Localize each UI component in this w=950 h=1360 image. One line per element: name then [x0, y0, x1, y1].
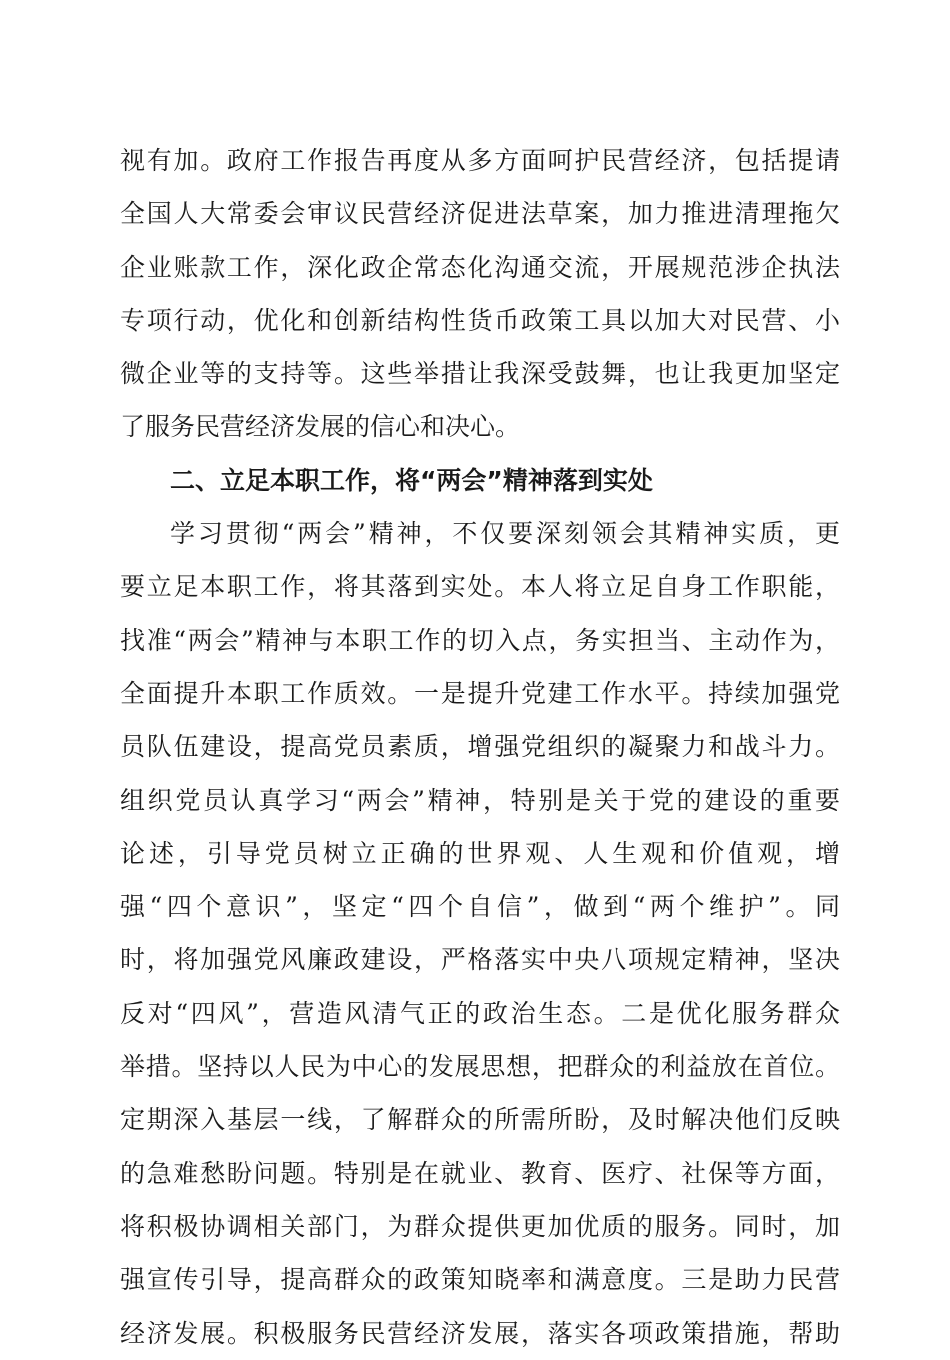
paragraph-line: 要立足本职工作，将其落到实处。本人将立足自身工作职能，	[120, 572, 840, 602]
paragraph-line: 找准“两会”精神与本职工作的切入点，务实担当、主动作为，	[120, 625, 840, 655]
paragraph-line: 企业账款工作，深化政企常态化沟通交流，开展规范涉企执法	[120, 252, 840, 282]
paragraph-line: 定期深入基层一线，了解群众的所需所盼，及时解决他们反映	[120, 1105, 840, 1135]
paragraph-line: 专项行动，优化和创新结构性货币政策工具以加大对民营、小	[120, 305, 840, 335]
paragraph-line: 视有加。政府工作报告再度从多方面呵护民营经济，包括提请	[120, 146, 840, 175]
paragraph-line: 全面提升本职工作质效。一是提升党建工作水平。持续加强党	[120, 678, 840, 708]
section-heading: 二、立足本职工作，将“两会”精神落到实处	[170, 465, 653, 495]
paragraph-line: 强宣传引导，提高群众的政策知晓率和满意度。三是助力民营	[120, 1265, 840, 1295]
paragraph-line: 微企业等的支持等。这些举措让我深受鼓舞，也让我更加坚定	[120, 359, 840, 389]
paragraph-line: 组织党员认真学习“两会”精神，特别是关于党的建设的重要	[120, 785, 840, 815]
paragraph-line: 将积极协调相关部门，为群众提供更加优质的服务。同时，加	[120, 1211, 840, 1241]
paragraph-line: 举措。坚持以人民为中心的发展思想，把群众的利益放在首位。	[120, 1052, 840, 1082]
paragraph-line: 全国人大常委会审议民营经济促进法草案，加力推进清理拖欠	[120, 199, 840, 229]
paragraph-line: 时，将加强党风廉政建设，严格落实中央八项规定精神，坚决	[120, 945, 840, 975]
paragraph-line: 的急难愁盼问题。特别是在就业、教育、医疗、社保等方面，	[120, 1158, 840, 1188]
paragraph-line: 了服务民营经济发展的信心和决心。	[120, 412, 521, 442]
paragraph-line: 经济发展。积极服务民营经济发展，落实各项政策措施，帮助	[120, 1318, 840, 1348]
paragraph-line: 反对“四风”，营造风清气正的政治生态。二是优化服务群众	[120, 998, 840, 1028]
paragraph-line: 学习贯彻“两会”精神，不仅要深刻领会其精神实质，更	[170, 519, 840, 549]
paragraph-line: 强“四个意识”，坚定“四个自信”，做到“两个维护”。同	[120, 892, 840, 922]
document-body	[120, 134, 840, 1360]
paragraph-line: 员队伍建设，提高党员素质，增强党组织的凝聚力和战斗力。	[120, 732, 840, 762]
paragraph-line: 论述，引导党员树立正确的世界观、人生观和价值观，增	[120, 838, 840, 868]
